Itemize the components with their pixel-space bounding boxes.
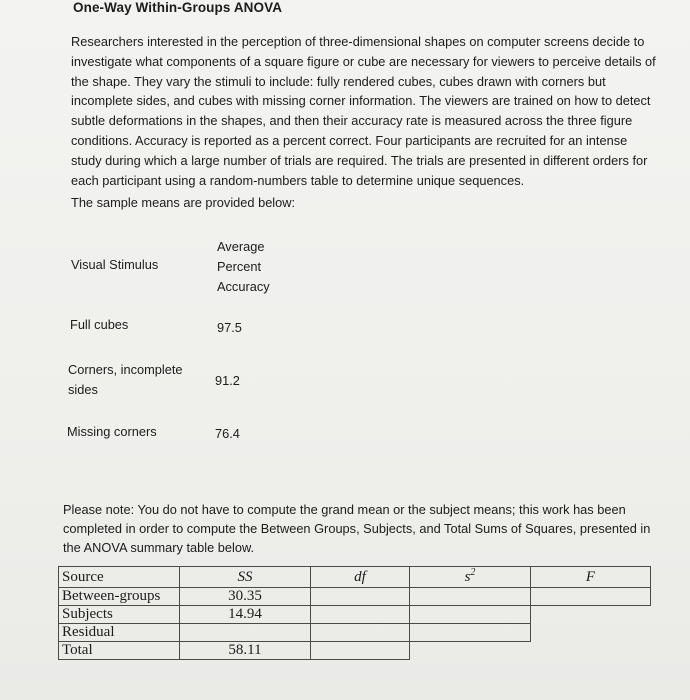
anova-ss-cell: 58.11	[180, 642, 311, 660]
anova-source-cell: Residual	[59, 624, 180, 642]
anova-header-ss: SS	[180, 567, 311, 588]
anova-s2-input[interactable]	[410, 606, 531, 624]
means-row-value: 91.2	[215, 373, 240, 388]
anova-df-input[interactable]	[311, 588, 410, 606]
means-header-accuracy	[217, 237, 287, 297]
anova-row	[59, 606, 651, 624]
anova-header-s2-base: s	[464, 568, 471, 585]
anova-row	[59, 588, 651, 606]
anova-ss-cell: 30.35	[180, 588, 311, 606]
anova-empty-cell	[531, 624, 651, 642]
anova-header-s2	[410, 567, 531, 588]
page-title: One-Way Within-Groups ANOVA	[73, 0, 283, 15]
intro-paragraph: Researchers interested in the perception of three-dimensional shapes on computer screens decide to investigate what components of a square figure or cube are necessary for viewers to perceive details of the shape. They vary the stimuli to include: fully rendered cubes, cubes drawn with corners but incomplete sides, and cubes with missing corner information. The viewers are trained on how to detect subtle deformations in the shapes, and then their accuracy rate is measured across the three figure conditions. Accuracy is reported as a percent correct. Four participants are recruited for an intense study during which a large number of trials are required. The trials are presented in different orders for each participant using a random-numbers table to determine unique sequences.	[71, 34, 656, 188]
anova-df-input[interactable]	[311, 624, 410, 642]
means-header-accuracy-line1: Average	[217, 239, 265, 254]
means-row-label: Corners, incomplete sides	[68, 362, 183, 397]
anova-df-input[interactable]	[311, 606, 410, 624]
means-row-label: Missing corners	[67, 424, 157, 439]
anova-header-f: F	[531, 567, 651, 588]
anova-empty-cell	[531, 606, 651, 624]
anova-header-s2-exp: 2	[470, 566, 476, 578]
note-paragraph: Please note: You do not have to compute the grand mean or the subject means; this work has been completed in order to compute the Between Groups, Subjects, and Total Sums of Squares, presented in the ANOVA summary table below.	[63, 502, 651, 555]
anova-source-cell: Subjects	[59, 606, 180, 624]
means-row-value: 97.5	[217, 320, 242, 335]
anova-row	[59, 624, 651, 642]
means-header-accuracy-line3: Accuracy	[217, 279, 270, 294]
means-label: The sample means are provided below:	[71, 195, 296, 210]
anova-header-source: Source	[59, 567, 180, 588]
anova-header-row	[59, 567, 651, 588]
anova-ss-input[interactable]	[180, 624, 311, 642]
means-header-stimulus: Visual Stimulus	[71, 257, 159, 272]
anova-empty-cell	[531, 642, 651, 660]
anova-s2-input[interactable]	[410, 588, 531, 606]
anova-ss-cell: 14.94	[180, 606, 311, 624]
anova-header-df: df	[311, 567, 410, 588]
anova-empty-cell	[410, 642, 531, 660]
anova-df-input[interactable]	[311, 642, 410, 660]
means-header-accuracy-line2: Percent	[217, 259, 262, 274]
anova-f-input[interactable]	[531, 588, 651, 606]
means-row-label: Full cubes	[70, 317, 129, 332]
anova-summary-table	[58, 566, 651, 660]
anova-row	[59, 642, 651, 660]
anova-source-cell: Between-groups	[59, 588, 180, 606]
anova-s2-input[interactable]	[410, 624, 531, 642]
means-row-value: 76.4	[215, 426, 240, 441]
anova-source-cell: Total	[59, 642, 180, 660]
